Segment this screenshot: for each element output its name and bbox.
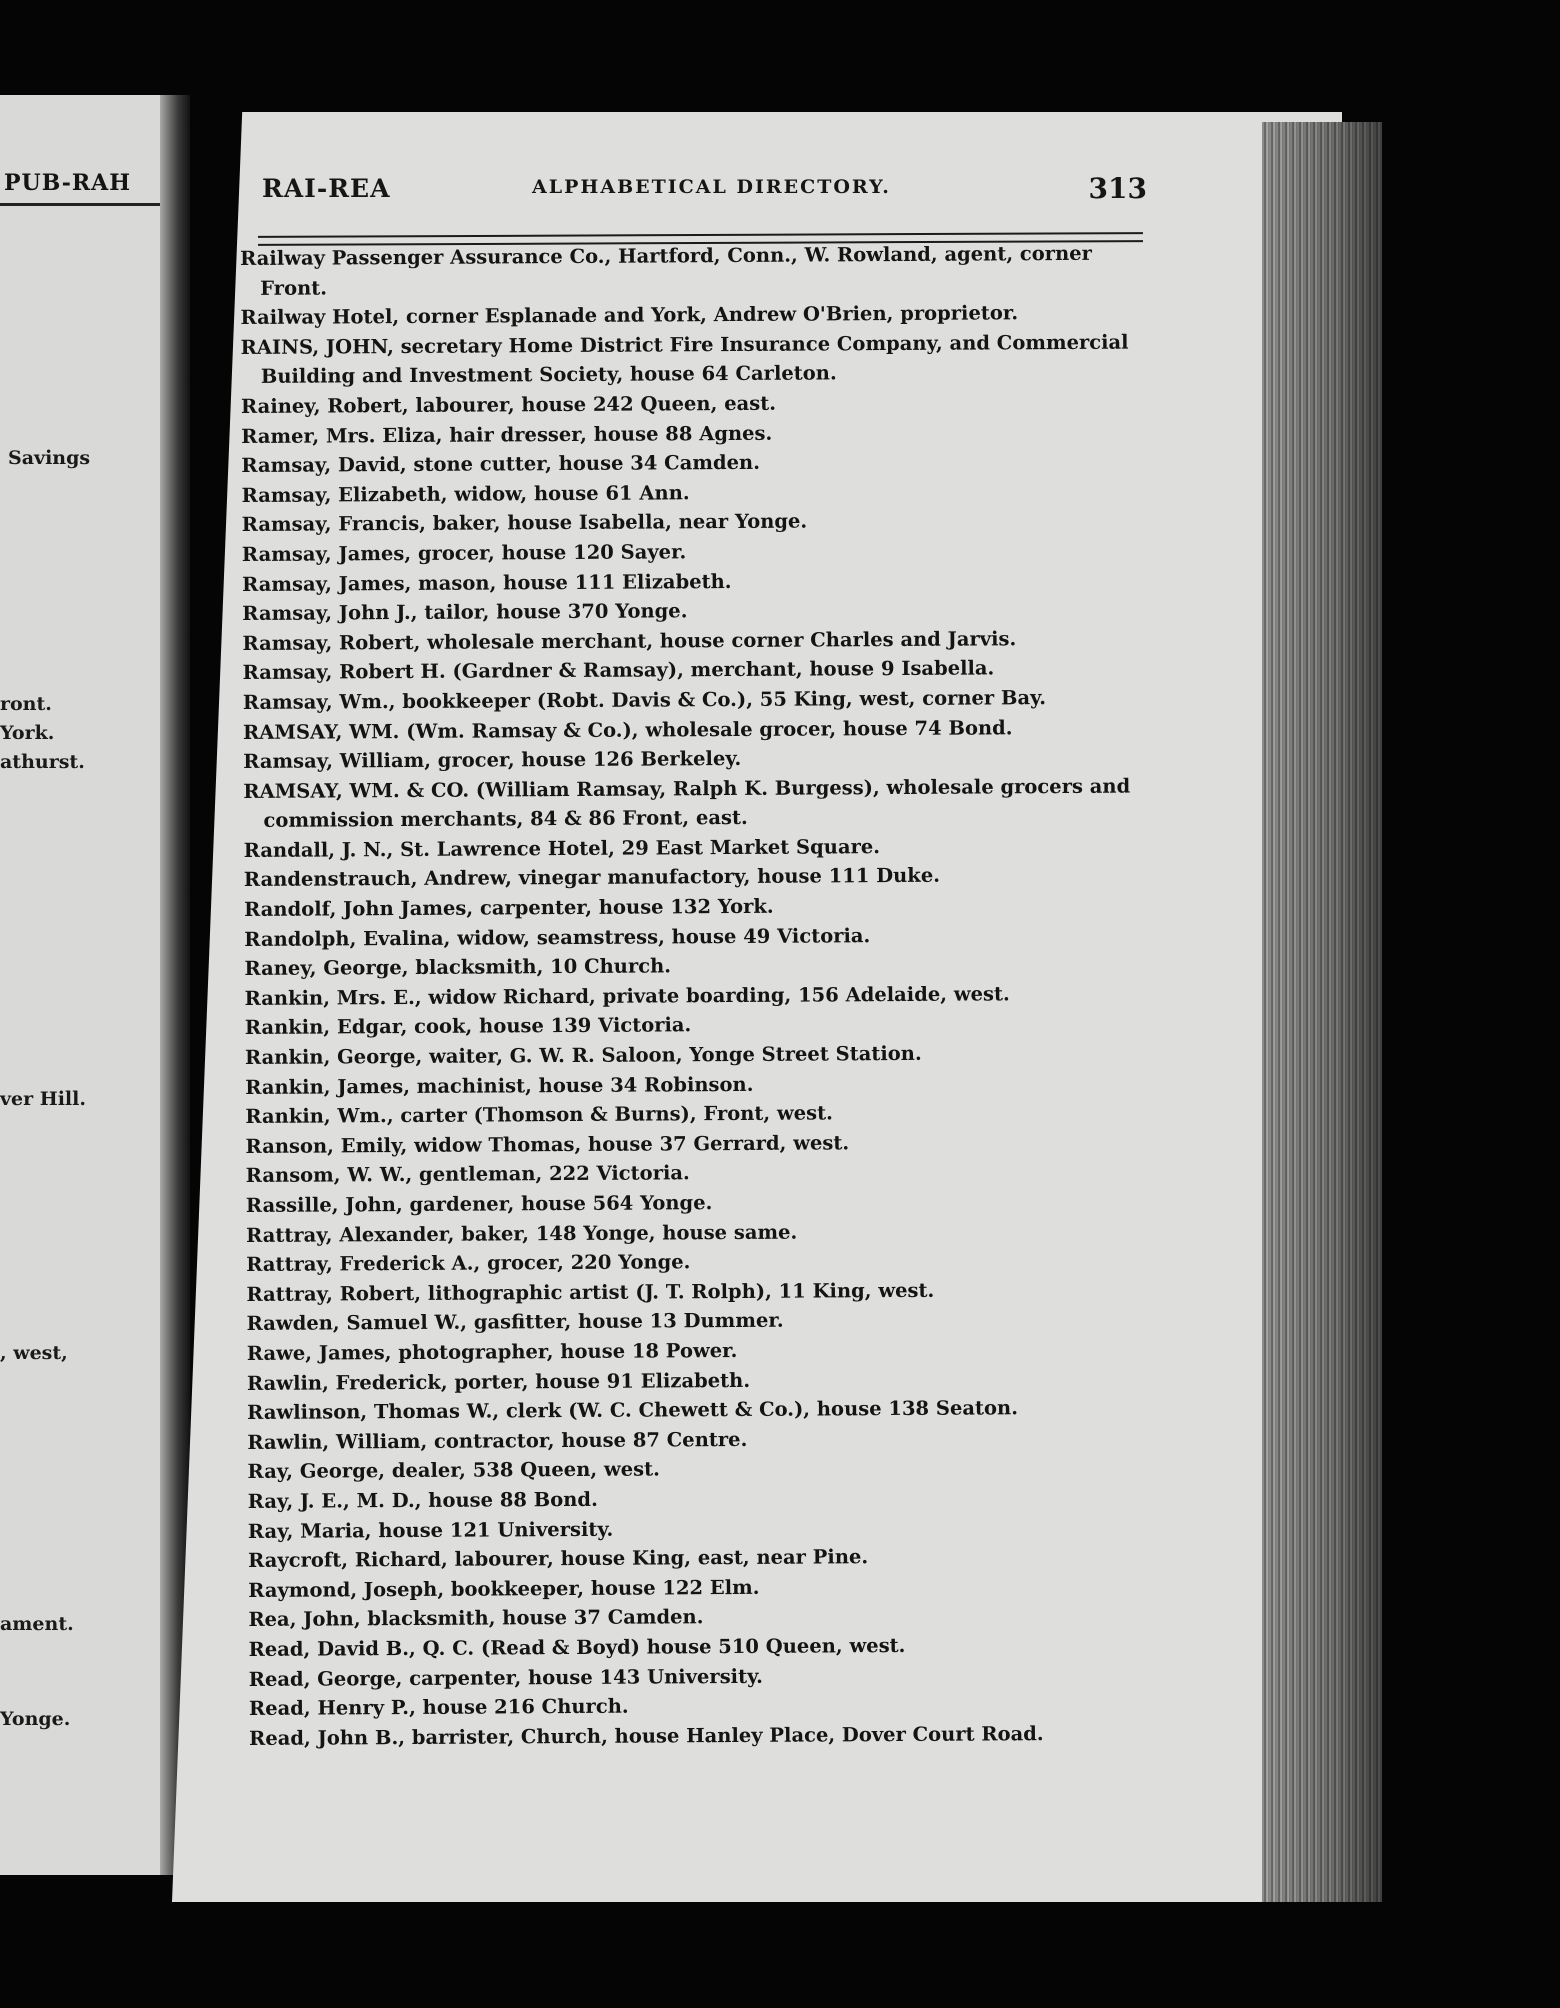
directory-entry: Read, John B., barrister, Church, house Hanley Place, Dover Court Road. xyxy=(249,1721,1044,1750)
directory-entry: Randall, J. N., St. Lawrence Hotel, 29 East Market Square. xyxy=(243,834,881,862)
directory-entry: RAMSAY, WM. (Wm. Ramsay & Co.), wholesale grocer, house 74 Bond. xyxy=(242,715,1013,744)
directory-entry: RAMSAY, WM. & CO. (William Ramsay, Ralph K. Burgess), wholesale grocers and commission merchants, 84 & 86 Front, east. xyxy=(243,774,1131,833)
directory-entry: Rawlin, Frederick, porter, house 91 Elizabeth. xyxy=(246,1368,751,1395)
directory-entry: Rankin, James, machinist, house 34 Robinson. xyxy=(245,1072,754,1099)
directory-entry: Ramsay, James, grocer, house 120 Sayer. xyxy=(241,540,687,566)
directory-entry: Rankin, Mrs. E., widow Richard, private boarding, 156 Adelaide, west. xyxy=(244,982,1010,1010)
directory-entry: Ramer, Mrs. Eliza, hair dresser, house 88 Agnes. xyxy=(241,421,773,448)
directory-entries xyxy=(240,238,1169,1753)
directory-entry: Ramsay, John J., tailor, house 370 Yonge. xyxy=(242,599,688,626)
directory-entry: Rankin, Edgar, cook, house 139 Victoria. xyxy=(244,1013,692,1040)
left-fragment: ament. xyxy=(0,1613,74,1635)
directory-entry: Rattray, Alexander, baker, 148 Yonge, house same. xyxy=(245,1220,798,1247)
directory-entry: Rawden, Samuel W., gasfitter, house 13 Dummer. xyxy=(246,1309,784,1336)
directory-entry: Rawe, James, photographer, house 18 Power. xyxy=(246,1338,738,1365)
directory-entry: Railway Passenger Assurance Co., Hartford, Conn., W. Rowland, agent, corner Front. xyxy=(240,241,1092,300)
directory-entry: Rassille, John, gardener, house 564 Yonge. xyxy=(245,1191,713,1217)
left-page-fragment xyxy=(0,95,172,1875)
left-fragment: ront. xyxy=(0,693,52,715)
left-fragment: Savings xyxy=(8,447,91,469)
directory-entry: Rainey, Robert, labourer, house 242 Queen, east. xyxy=(240,391,777,418)
directory-entry: Rankin, Wm., carter (Thomson & Burns), Front, west. xyxy=(245,1101,833,1129)
left-fragment: ver Hill. xyxy=(0,1088,86,1110)
left-fragment: York. xyxy=(0,722,55,744)
directory-entry: RAINS, JOHN, secretary Home District Fire Insurance Company, and Commercial Building and Investment Society, house 64 Carleton. xyxy=(240,330,1129,389)
directory-entry: Randolf, John James, carpenter, house 132 York. xyxy=(243,894,774,922)
directory-entry: Read, George, carpenter, house 143 University. xyxy=(248,1664,763,1691)
running-header xyxy=(262,168,1147,208)
directory-entry: Railway Hotel, corner Esplanade and York, Andrew O'Brien, proprietor. xyxy=(240,301,1019,330)
directory-entry: Ramsay, Elizabeth, widow, house 61 Ann. xyxy=(241,481,690,507)
directory-entry: Read, David B., Q. C. (Read & Boyd) house 510 Queen, west. xyxy=(248,1633,906,1661)
directory-entry: Ramsay, David, stone cutter, house 34 Camden. xyxy=(241,450,761,478)
header-range: RAI-REA xyxy=(262,174,391,203)
directory-entry: Randenstrauch, Andrew, vinegar manufactory, house 111 Duke. xyxy=(243,864,941,892)
directory-entry: Ramsay, James, mason, house 111 Elizabeth. xyxy=(242,569,732,596)
directory-entry: Ray, J. E., M. D., house 88 Bond. xyxy=(247,1487,598,1513)
directory-entry: Raycroft, Richard, labourer, house King, east, near Pine. xyxy=(247,1545,869,1573)
directory-entry: Ramsay, Robert, wholesale merchant, house corner Charles and Jarvis. xyxy=(242,626,1017,655)
left-page-rule xyxy=(0,203,166,206)
directory-entry: Ransom, W. W., gentleman, 222 Victoria. xyxy=(245,1161,690,1188)
left-page-header: PUB-RAH xyxy=(4,170,132,196)
directory-entry: Rawlinson, Thomas W., clerk (W. C. Chewett & Co.), house 138 Seaton. xyxy=(247,1396,1019,1425)
directory-entry: Ramsay, Wm., bookkeeper (Robt. Davis & Co.), 55 King, west, corner Bay. xyxy=(242,685,1047,714)
directory-entry: Ray, Maria, house 121 University. xyxy=(247,1517,614,1543)
directory-entry: Raney, George, blacksmith, 10 Church. xyxy=(244,954,672,981)
page-edges-shadow xyxy=(1262,122,1382,1902)
directory-entry: Ray, George, dealer, 538 Queen, west. xyxy=(247,1457,660,1484)
directory-entry: Read, Henry P., house 216 Church. xyxy=(248,1694,629,1721)
page-number: 313 xyxy=(1088,172,1147,205)
directory-entry: Ramsay, Francis, baker, house Isabella, near Yonge. xyxy=(241,509,808,537)
header-title: ALPHABETICAL DIRECTORY. xyxy=(532,176,891,198)
directory-entry: Ranson, Emily, widow Thomas, house 37 Gerrard, west. xyxy=(245,1131,850,1158)
left-fragment: , west, xyxy=(0,1342,68,1364)
directory-entry: Raymond, Joseph, bookkeeper, house 122 Elm. xyxy=(248,1575,760,1602)
directory-entry: Rankin, George, waiter, G. W. R. Saloon, Yonge Street Station. xyxy=(244,1041,922,1070)
directory-entry: Ramsay, William, grocer, house 126 Berkeley. xyxy=(243,747,742,774)
directory-entry: Rawlin, William, contractor, house 87 Centre. xyxy=(247,1427,748,1454)
left-fragment: Yonge. xyxy=(0,1708,71,1730)
directory-entry: Randolph, Evalina, widow, seamstress, house 49 Victoria. xyxy=(244,923,871,951)
directory-entry: Ramsay, Robert H. (Gardner & Ramsay), merchant, house 9 Isabella. xyxy=(242,656,995,685)
left-fragment: athurst. xyxy=(0,751,85,773)
directory-entry: Rea, John, blacksmith, house 37 Camden. xyxy=(248,1605,704,1632)
directory-entry: Rattray, Frederick A., grocer, 220 Yonge. xyxy=(246,1250,691,1277)
directory-entry: Rattray, Robert, lithographic artist (J. T. Rolph), 11 King, west. xyxy=(246,1278,935,1306)
